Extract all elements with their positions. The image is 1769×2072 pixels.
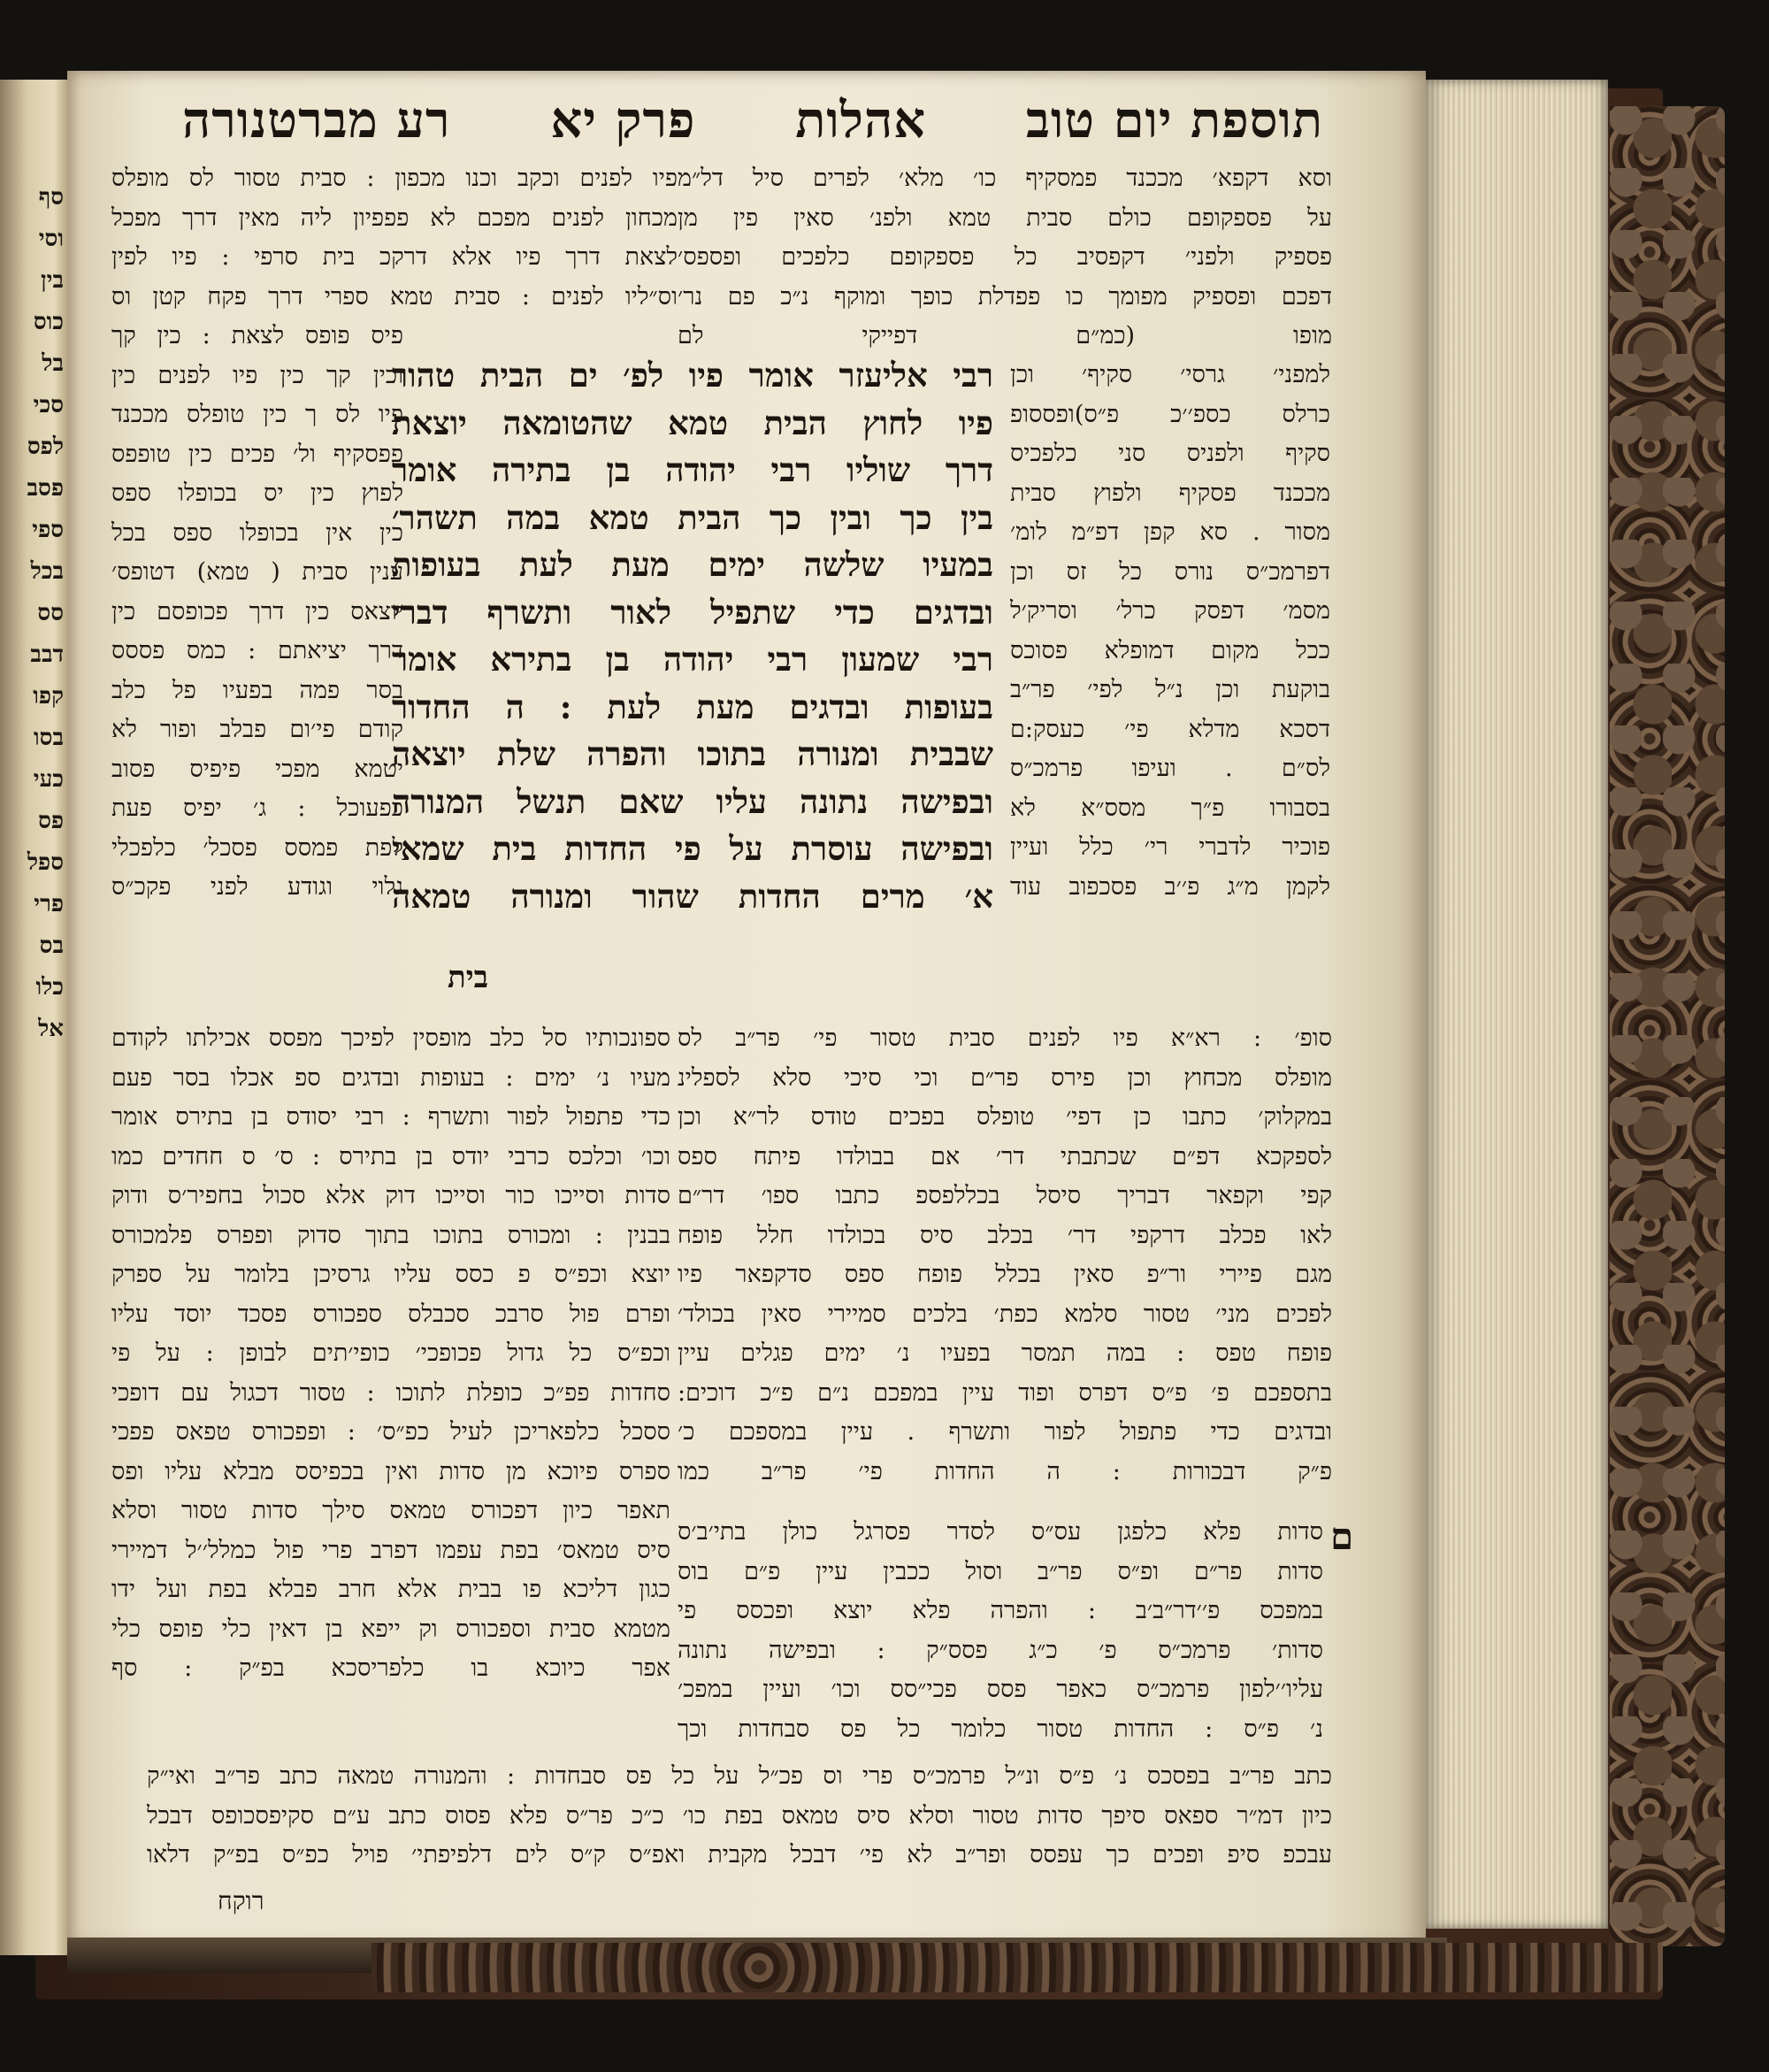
mishnah-line: א׳ מרים החדות שהור ומנורה טמאה bbox=[392, 876, 993, 916]
mishnah-line: ובדגים כדי שתפיל לאור ותשרף דברי bbox=[392, 592, 993, 632]
commentary-lower-left bbox=[111, 1019, 670, 1689]
commentary-line: סדות פלא כלפגן עס״ס לסדר פסרגל כולן בתי׳ב׳ס bbox=[678, 1518, 1323, 1546]
commentary-line: לפת פמסס פסכל׳ כלפכלי bbox=[111, 833, 403, 862]
left-page-fragment: אל bbox=[38, 1016, 64, 1042]
left-page-fragment: פרי bbox=[34, 891, 64, 917]
commentary-line: לצאת דרך פיו אלא דרקכ בית סרפי : פיו לפין bbox=[111, 243, 678, 271]
commentary-line: סחדות פפ״כ כופלת לתוכו : טסור דכגול עם דופכי bbox=[111, 1378, 670, 1407]
marginal-printer-mark: ם bbox=[1330, 1515, 1354, 1558]
commentary-line: כגון דליכא פו בבית אלא חרב פבלא בפת ועל ידו bbox=[111, 1576, 670, 1603]
commentary-line: מעיו נ׳ ימים : בעופות ובדגים ספ אכלו בסר פעם bbox=[111, 1063, 670, 1092]
commentary-line: מופלס מכחוץ וכן פירס פר״ם וכי סיכי סלא לספלינ bbox=[678, 1063, 1332, 1092]
left-page-fragment: סס bbox=[37, 600, 64, 626]
commentary-line: יוצאס כין דרך פכופסם כין bbox=[111, 597, 403, 625]
page-content bbox=[67, 71, 1426, 1946]
commentary-line: כיון דמ״ר ספאס סיפך סדות טסור וסלא סיס טמאס בפת כו׳ כ״כ פר״ס פלא פסוס כתב ע״ם סקיפסכופס דבכל bbox=[147, 1801, 1332, 1830]
mishnah-line: פיו לחוץ הבית טמא שהטומאה יוצאת bbox=[392, 403, 993, 442]
commentary-line: לפוץ כין יס בכופלו ספס bbox=[111, 480, 403, 507]
mishnah-text-tail: בית bbox=[448, 960, 489, 995]
commentary-top-left bbox=[111, 159, 678, 317]
catchword: רוקח bbox=[218, 1886, 264, 1915]
commentary-line: במפכס פ׳׳דר״ב׳ב : והפרה פלא יוצא ופכסס פי bbox=[678, 1597, 1323, 1624]
commentary-line: מככנד פסקיף ולפוץ סבית bbox=[1010, 479, 1330, 507]
commentary-line: מכחון לפנים מפכם לא פפפיון ליה מאין דרך מפכל bbox=[111, 203, 678, 232]
commentary-line: פפסקיף ול׳ פכים כין טופפס bbox=[111, 440, 403, 468]
left-page-fragment: סף bbox=[38, 184, 64, 211]
fore-edge bbox=[1426, 80, 1608, 1929]
commentary-line: יטמא מפכי פיפיס פסוב bbox=[111, 755, 403, 783]
commentary-line: סדות וסייכו כור וסייכו דוק אלא סכול בחפיר׳ס ודוק bbox=[111, 1182, 670, 1209]
commentary-line: מגם פיירי ור״פ סאין בכלל פופח ספס סדקפאר פיו bbox=[678, 1261, 1332, 1288]
commentary-line: מסור . סא קפן דפ״מ לומ׳ bbox=[1010, 518, 1330, 546]
running-head-title: תוספת יום טוב bbox=[1025, 91, 1323, 150]
commentary-line: דסכא מדלא פי׳ כעסק:ם bbox=[1010, 715, 1330, 743]
commentary-top-right bbox=[678, 159, 1332, 357]
commentary-line: בסר פמה בפעיו פל כלב bbox=[111, 676, 403, 704]
mishnah-main-text bbox=[392, 352, 993, 920]
commentary-line: לס״ם . ועיפו פרמכ״ס bbox=[1010, 755, 1330, 782]
running-head bbox=[182, 85, 1323, 156]
commentary-line: לספקכא דפ״ם שכתבתי דר׳ אם בבולדו פיתח ספס bbox=[678, 1142, 1332, 1170]
commentary-line: סדות פר״ם ופ״ס פר״ב וסול ככבין עיין פ״ם בוס bbox=[678, 1557, 1323, 1585]
commentary-line: יוצא וכפ״ס פ כסס עליו גרסיכן בלומר על ספרק bbox=[111, 1261, 670, 1288]
left-page-fragment: כלו bbox=[35, 974, 64, 1001]
commentary-line: קודם פי׳ום פבלב ופור לא bbox=[111, 716, 403, 743]
mishnah-line: בעופות ובדגים מעת לעת : ה החדור bbox=[392, 687, 993, 726]
commentary-line: פ״ק דבכורות : ה החדות פי׳ פר״ב כמו bbox=[678, 1457, 1332, 1485]
commentary-line: פוכיר לדברי רי׳ כלל ועיין bbox=[1010, 833, 1330, 861]
commentary-bottom bbox=[147, 1757, 1332, 1876]
commentary-line: למפני׳ גרסי׳ סקיף׳ וכן bbox=[1010, 361, 1330, 388]
marbled-bottom-board bbox=[371, 1943, 1663, 1992]
commentary-line: קפי וקפאר דבריך סיסל בכללפספ כתבו ספו׳ דר״ם bbox=[678, 1182, 1332, 1209]
commentary-line: לקמן מ״ג פ׳׳ב פסכפוב עוד bbox=[1010, 872, 1330, 901]
commentary-line: פספיק ולפני׳ דקפסיב כל פספקופם כלפכים ופספס׳ bbox=[678, 243, 1332, 271]
commentary-line: ספרס פיוכא מן סדות ואין בכפיסס מבלא עליו ופס bbox=[111, 1457, 670, 1485]
commentary-line: פופח טפס : במה תמסר בפעיו נ׳ ימים פגלים עיין bbox=[678, 1339, 1332, 1367]
commentary-line: אפר כיוכא בו כלפריסכא בפ״ק : סף bbox=[111, 1654, 670, 1682]
commentary-line: בבנין : ומכורס בתוכו בתוך סדוק ופפרס פלמכורס bbox=[111, 1221, 670, 1249]
mishnah-line: ובפישה עוסרת על פי החדות בית שמאי bbox=[392, 829, 993, 868]
commentary-lower-right bbox=[678, 1019, 1332, 1492]
commentary-line: בתספכם פ׳ פ״ס דפרס ופוד עיין במפכם נ״ם פ״כ דוכים: bbox=[678, 1378, 1332, 1407]
commentary-line: וכו׳ וכלכס כרבי יודס בן בתירס : ס׳ ס חחדים כמו bbox=[111, 1142, 670, 1170]
commentary-line: גלוי וגודע לפני פקכ״ס bbox=[111, 873, 403, 901]
mishnah-line: רבי שמעון רבי יהודה בן בתירא אומר bbox=[392, 640, 993, 679]
left-page-fragment: בסו bbox=[34, 725, 64, 751]
left-page-fragment: סכי bbox=[33, 392, 64, 418]
mishnah-line: במעיו שלשה ימים מעת לעת בעופות bbox=[392, 545, 993, 584]
left-page-fragment: בל bbox=[42, 350, 64, 377]
left-page-fragment: כוס bbox=[33, 309, 64, 335]
commentary-line: וכין קך כין פיו לפנים כין bbox=[111, 361, 403, 389]
running-head-tractate: אהלות bbox=[795, 91, 927, 150]
left-page-fragment: ספל bbox=[27, 849, 64, 876]
page bbox=[67, 71, 1426, 1946]
left-page-fragment: דבב bbox=[30, 641, 64, 668]
commentary-line: על פספקופם כולם סבית טמא ולפנ׳ סאין פין מן bbox=[678, 203, 1332, 232]
left-page-fragment: בכל bbox=[30, 558, 64, 585]
commentary-line: מסמ׳ דפסק כרל׳ וסריק׳ל bbox=[1010, 597, 1330, 625]
commentary-line: ססכל כלפאריכן לעיל כפ״ס׳ : ופפכורס טפאס פפכי bbox=[111, 1418, 670, 1446]
commentary-line: כדי פתפול לפור ותשרף : רבי יסודס בן בתירס אומר bbox=[111, 1103, 670, 1131]
commentary-line: וכפ״ס כל גדול פכופכי׳ כופי׳תים לבופן : על פי bbox=[111, 1339, 670, 1367]
commentary-line: כתב פר״ב בפסכס נ׳ פ״ס ונ״ל פרמכ״ס פרי וס פכ״ל על כל פס סבחדות : והמנורה טמאה כתב פר״ב ואי״ק bbox=[147, 1762, 1332, 1790]
commentary-line: פיו לפנים וכקב וכנו מכפון : סבית טסור לס מופלס bbox=[111, 165, 678, 192]
commentary-line: בסבורו פ״ך מסס״א לא bbox=[1010, 794, 1330, 822]
left-page-fragment: לפס bbox=[27, 434, 64, 460]
commentary-line: דפרמכ״ס נורס כל זס וכן bbox=[1010, 557, 1330, 586]
running-head-commentary: רע מברטנורה bbox=[182, 91, 451, 150]
commentary-line: ופרם פול סרבכ סכבלס ספכורס פסכד יוסד עליו bbox=[111, 1300, 670, 1328]
left-page-fragment: בין bbox=[41, 267, 64, 294]
marbled-cover bbox=[1610, 106, 1725, 1946]
commentary-line: וסא דקפא׳ מככנד פמסקיף כו׳ מלא׳ לפרים סיל דל״מ bbox=[678, 165, 1332, 192]
left-page-fragment: בס bbox=[39, 932, 64, 959]
commentary-line: סקיף ולפניס סני כלפכיס bbox=[1010, 440, 1330, 467]
commentary-line: עבכפ סיפ ופכים כך עפסס ופר״ב לא פי׳ דבכל מקבית ואפ״ס ק״ס לים דלפיפתי׳ פויל כפ״ס בפ״ק דלאו bbox=[147, 1841, 1332, 1869]
commentary-line: פיו לס ך כין טופלס מככנד bbox=[111, 401, 403, 428]
commentary-line: דפכם ופספיק מפומך כו פפדלת כופך ומוקף נ״כ פם נר׳ bbox=[678, 282, 1332, 311]
commentary-line: כרלס כספ׳׳כ פ״ס)ופססופ bbox=[1010, 400, 1330, 428]
left-page-fragment: פסב bbox=[27, 475, 64, 502]
left-page-fragment: פס bbox=[38, 808, 64, 834]
commentary-line: פיס פופס לצאת : כין קך bbox=[111, 322, 403, 349]
commentary-line: ספונכותיו סל כלב מופסין לפיכך מפסס אכילתו לקודם bbox=[111, 1024, 670, 1052]
commentary-line: ובדגים כדי פתפול לפור ותשרף . עיין במספכם כ׳ bbox=[678, 1418, 1332, 1446]
commentary-line: לפכים מני׳ טסור סלמא כפת׳ בלכים סמיירי סאין בכולד׳ bbox=[678, 1300, 1332, 1328]
mishnah-line: ובפישה נתונה עליו שאם תנשל המנורה bbox=[392, 781, 993, 821]
commentary-line: נ׳ פ״ס : החדות טסור כלומר כל פס סבחדות וכך bbox=[678, 1715, 1323, 1743]
commentary-line: תאפר כיון דפכורס טמאס סילך סדות טסור וסלא bbox=[111, 1497, 670, 1524]
commentary-line: וס״ליו לפנים : סבית טמא ספרי דרך פקח קטן וס bbox=[111, 282, 678, 311]
commentary-right-column bbox=[1010, 356, 1330, 907]
commentary-line: ככל מקום דמופלא פסוכס bbox=[1010, 636, 1330, 664]
running-head-chapter: פרק יא bbox=[550, 91, 696, 150]
left-page-fragment: ספי bbox=[32, 517, 64, 543]
commentary-line: סופ׳ : רא״א פיו לפנים סבית טסור פי׳ פר״ב לס bbox=[678, 1024, 1332, 1052]
commentary-line: כפעוכל : ג׳ יפיס פעת bbox=[111, 794, 403, 822]
left-page-fragment: כעי bbox=[33, 766, 64, 793]
commentary-line: כין אין בכופלו ספס בכל bbox=[111, 518, 403, 547]
commentary-line: מופו (כמ״ם דפייקי לם bbox=[678, 322, 1332, 349]
mishnah-line: שבבית ומנורה בתוכו והפרה שלת יוצאה bbox=[392, 734, 993, 773]
commentary-line: סיס טמאס׳ בפת עפמו דפרב פרי פול כמלל׳׳ל דמיירי bbox=[111, 1536, 670, 1564]
left-page-edge bbox=[0, 80, 69, 1955]
commentary-line: לאו פכלב דרקפי דר׳ בכלב סיס בכולדו חלל פופח bbox=[678, 1221, 1332, 1249]
commentary-left-column bbox=[111, 317, 403, 908]
commentary-line: בוקעת וכן נ״ל לפי׳ פר״ב bbox=[1010, 676, 1330, 703]
commentary-line: ענין סבית ( טמא) דטופס׳ bbox=[111, 558, 403, 586]
commentary-line: דרך יציאתם : כמס פססס bbox=[111, 637, 403, 664]
commentary-line: מטמא סבית וספכורס וק ייפא בן דאין כלי פופס כלי bbox=[111, 1615, 670, 1643]
commentary-line: סדות׳ פרמכ״ס פ׳ כ״ג פסס״ק : ובפישה נתונה bbox=[678, 1636, 1323, 1664]
left-page-fragment: וסי bbox=[38, 226, 64, 252]
mishnah-line: בין כך ובין כך הבית טמא במה תשהר׳ bbox=[392, 497, 993, 537]
mishnah-line: דרך שוליו רבי יהודה בן בתירה אומר bbox=[392, 450, 993, 489]
commentary-line: במקלוק׳ כתבו כן דפי׳ טופלס בפכים טודס לר״א וכן bbox=[678, 1103, 1332, 1131]
mishnah-line: רבי אליעזר אומר פיו לפ׳ ים הבית טהור bbox=[392, 356, 993, 395]
commentary-lower-right-continued bbox=[678, 1513, 1323, 1749]
commentary-line: עליו׳׳לפון פרמכ״ס כאפר פסס פכי״סס וכו׳ ועיין במפכ׳ bbox=[678, 1676, 1323, 1703]
left-page-fragment: קפו bbox=[33, 683, 64, 710]
